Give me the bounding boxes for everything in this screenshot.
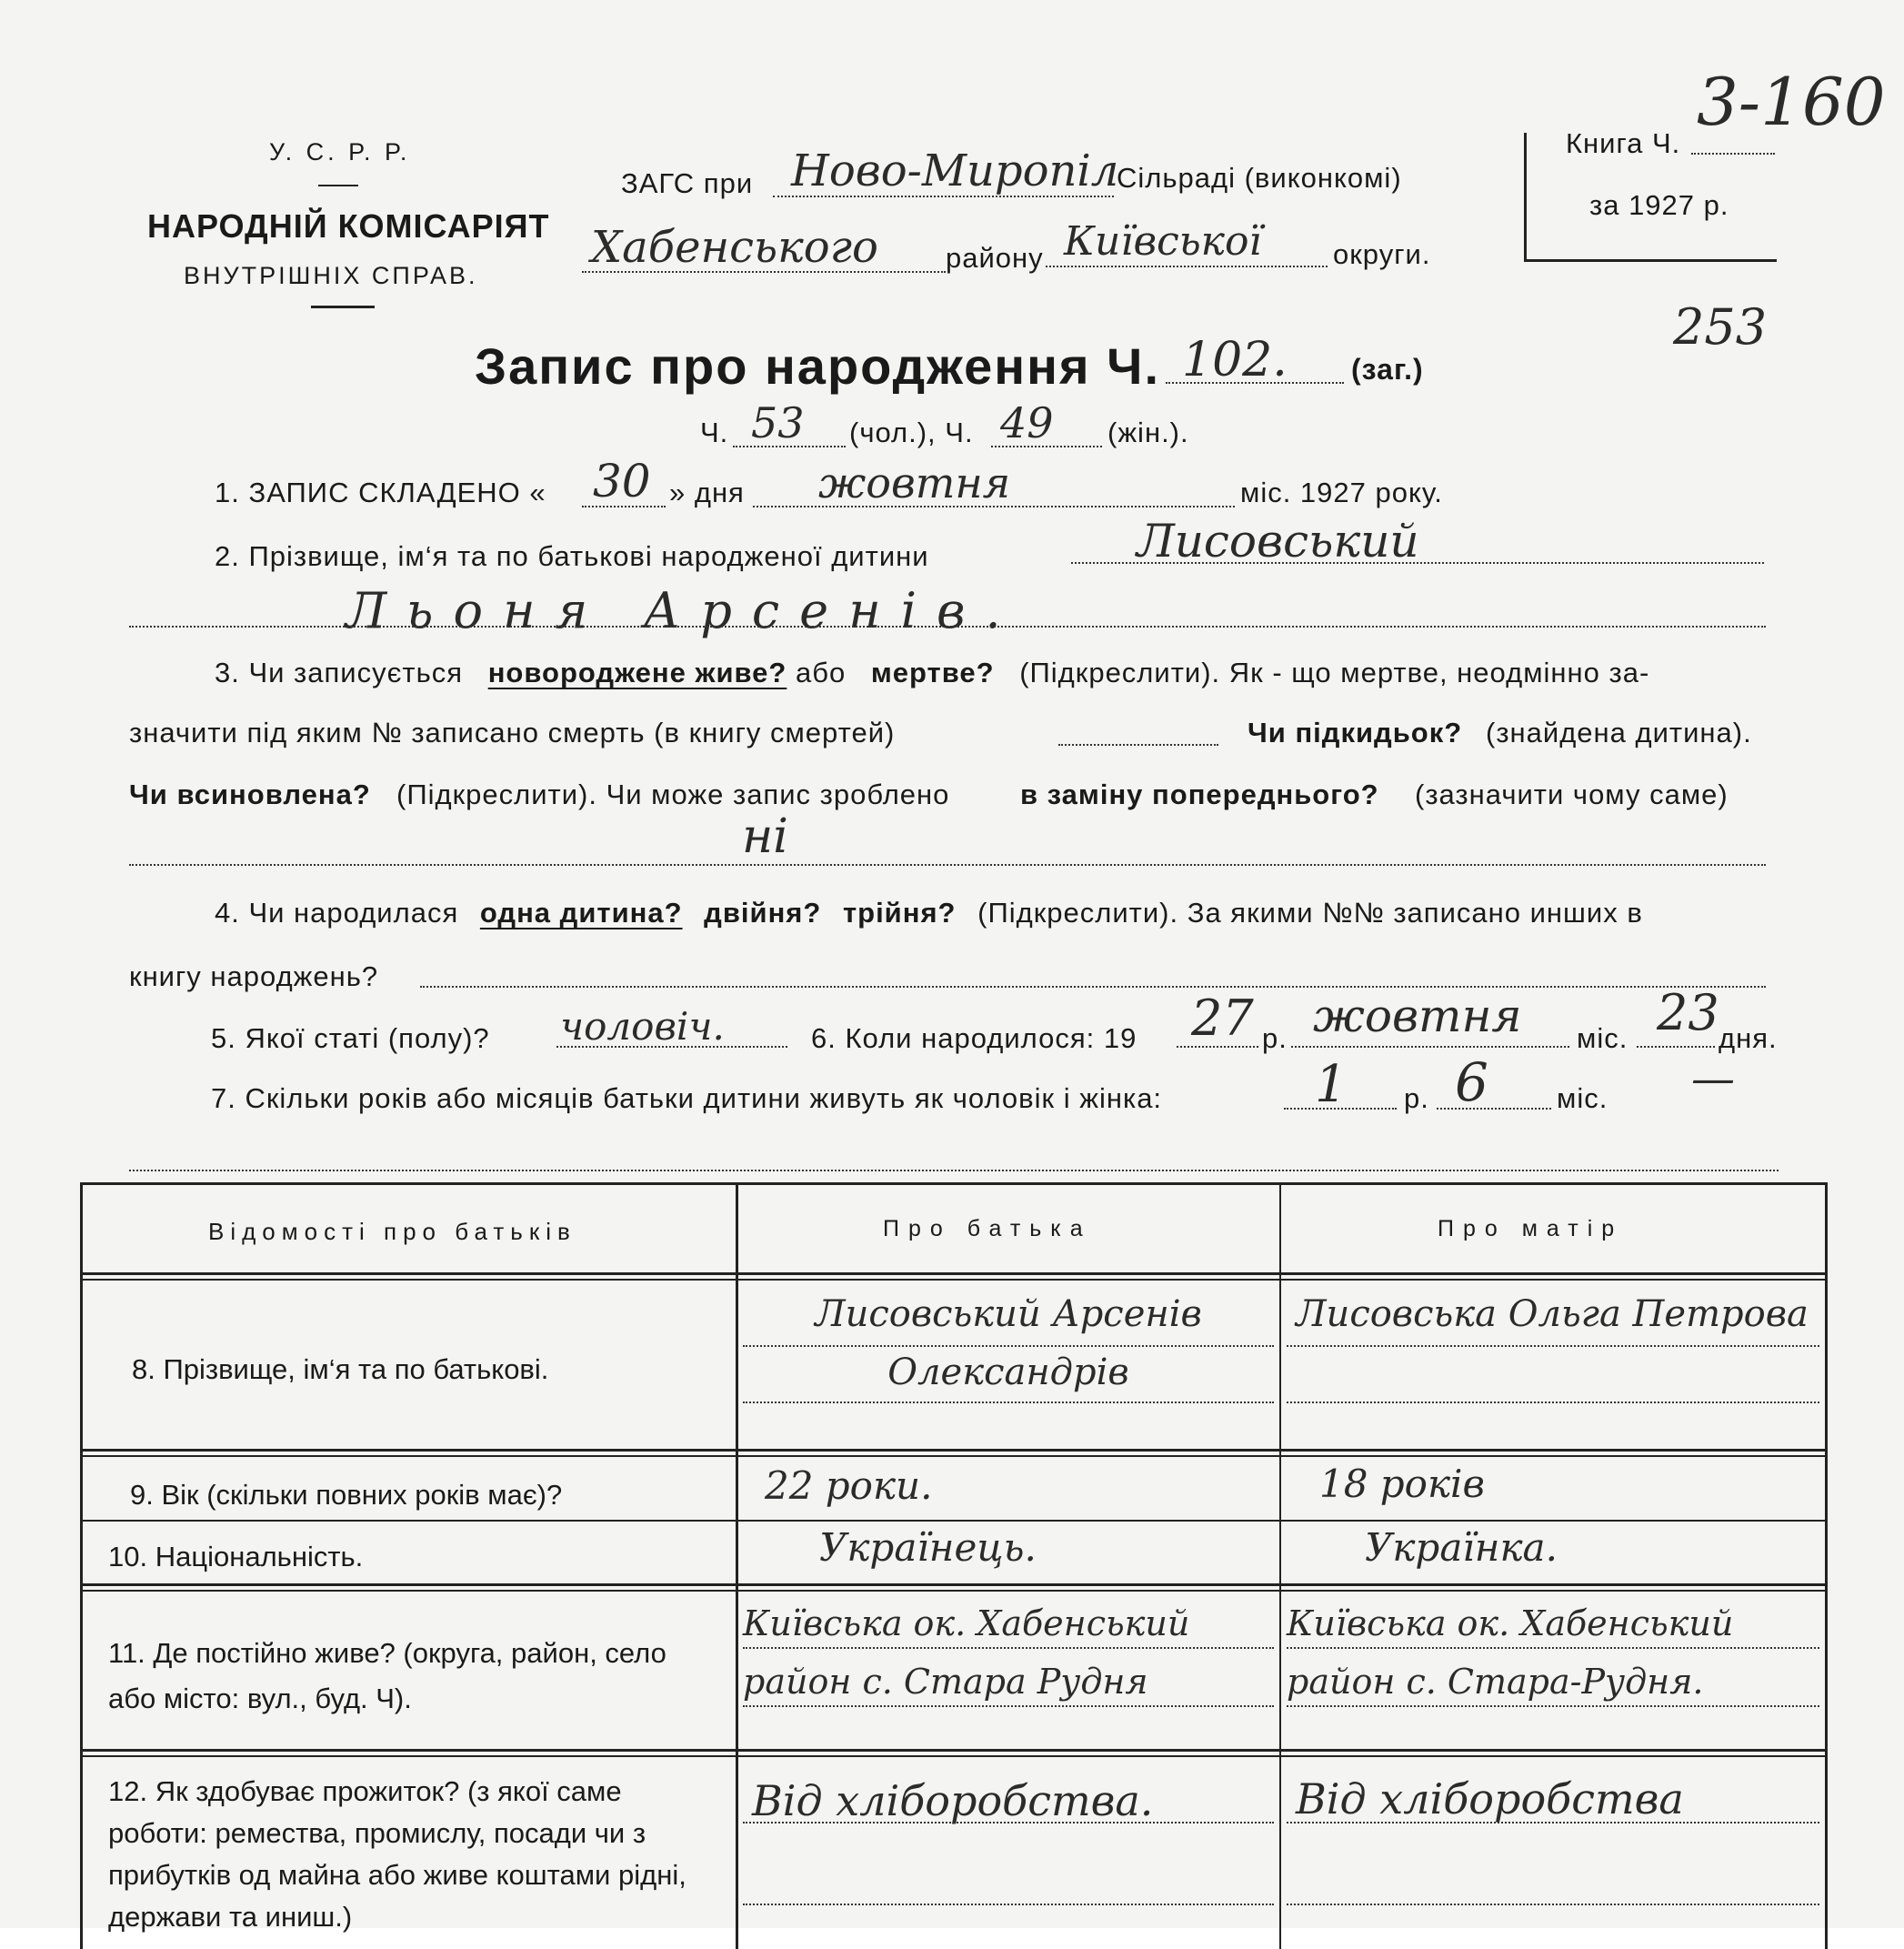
item7-years-dots [1284, 1108, 1397, 1110]
item6-month: жовтня [1313, 990, 1522, 1042]
item2-label: 2. Прізвище, ім‘я та по батькові народженої дитини [215, 540, 929, 572]
item6-year-dots [1177, 1046, 1258, 1048]
department-label: ВНУТРІШНІХ СПРАВ. [184, 262, 478, 289]
row11-father: Київська ок. Хабенський район с. Стара Рудня [743, 1603, 1190, 1702]
row-divider [83, 1583, 1825, 1586]
item4-line2: книгу народжень? [129, 960, 379, 992]
zags-village-handwritten: Ново-Миропіл [791, 146, 1119, 196]
item5-dots [556, 1046, 787, 1048]
row8-label: 8. Прізвище, ім‘я та по батькові. [132, 1353, 549, 1385]
female-label: (жін.). [1107, 417, 1189, 448]
row-divider [83, 1749, 1825, 1752]
item4-twins: двійня? [704, 897, 822, 929]
col-divider [736, 1185, 738, 1949]
parents-table [80, 1182, 1828, 1949]
book-number-handwritten: 3-160 [1697, 64, 1886, 140]
item7-months: 6 [1455, 1051, 1488, 1113]
row12-father: Від хліборобства. [752, 1776, 1154, 1825]
record-number-dots [1166, 382, 1344, 384]
book-year: за 1927 р. [1589, 189, 1729, 221]
book-box-bottom [1524, 259, 1777, 262]
row12-mother: Від хліборобства [1296, 1774, 1684, 1823]
item1-mid: » дня [669, 477, 745, 508]
record-number-handwritten: 102. [1182, 333, 1288, 387]
row-divider [83, 1449, 1825, 1452]
row9-mother: 18 років [1319, 1462, 1485, 1506]
okruha-label: округи. [1333, 238, 1431, 270]
item7-months-dots [1437, 1108, 1551, 1110]
item1-month-dots [753, 506, 1235, 507]
item3-line2-text: значити під яким № записано смерть (в книгу смертей) [129, 717, 896, 748]
zags-prefix: ЗАГС при [621, 167, 754, 199]
item4-prefix: 4. Чи народилася [215, 897, 459, 929]
republic-label: У. С. Р. Р. [269, 138, 411, 166]
male-number-handwritten: 53 [751, 398, 805, 447]
row10-mother: Українка. [1365, 1525, 1558, 1570]
item6-r: р. [1262, 1022, 1288, 1054]
row8-mother-dots [1287, 1345, 1819, 1347]
row-divider [83, 1272, 1825, 1275]
divider [311, 306, 375, 308]
item4-triplets: трійня? [842, 897, 957, 929]
book-label: Книга Ч. [1566, 127, 1681, 159]
item3-death-dots [1058, 744, 1218, 746]
item4-one-underlined: одна дитина? [479, 897, 683, 929]
corner-number-handwritten: 253 [1673, 298, 1768, 356]
item2-surname: Лисовський [1137, 515, 1419, 568]
item3-replace: в заміну попереднього? [1020, 779, 1379, 810]
item3-foundling-note: (знайдена дитина). [1486, 717, 1752, 748]
item3-line1 [215, 657, 1649, 689]
council-label: Сільраді (виконкомі) [1117, 162, 1402, 194]
item4-line1 [215, 897, 1643, 929]
item3-text-c: (Підкреслити). Як - що мертве, неодмінно за- [1019, 657, 1650, 688]
table-header-father: Про батька [883, 1216, 1092, 1241]
item3-alive-underlined: новороджене живе? [487, 657, 787, 688]
item7-label: 7. Скільки років або місяців батьки дитини живуть як чоловік і жінка: [211, 1082, 1163, 1114]
item3-foundling: Чи підкидьок? [1248, 717, 1463, 748]
row-divider [83, 1520, 1825, 1522]
item3-replace-note: (зазначити чому саме) [1415, 779, 1729, 810]
item4-dots [420, 986, 1766, 988]
row11-label: 11. Де постійно живе? (округа, район, село або місто: вул., буд. Ч). [108, 1637, 666, 1714]
table-header-mother: Про матір [1438, 1216, 1624, 1241]
item4-rest: (Підкреслити). За якими №№ записано инших в [977, 897, 1643, 929]
row8-mother-dots [1287, 1401, 1819, 1403]
row10-father: Українець. [819, 1525, 1037, 1570]
item6-day: 23 [1657, 984, 1719, 1041]
row10-label: 10. Національність. [108, 1541, 364, 1572]
row12-father-dots [743, 1904, 1274, 1905]
item5-label: 5. Якої статі (полу)? [211, 1022, 490, 1054]
item1-month: жовтня [818, 458, 1011, 507]
row-divider [83, 1279, 1825, 1281]
item1-suffix: міс. 1927 року. [1240, 477, 1443, 508]
male-prefix: Ч. [700, 417, 729, 448]
item3-text-a: 3. Чи записується [215, 657, 464, 688]
item3-dead: мертве? [870, 657, 995, 688]
row-divider [83, 1755, 1825, 1757]
item7-mis: міс. [1557, 1082, 1608, 1114]
district-dots [582, 271, 946, 273]
item3-adopted: Чи всиновлена? [129, 779, 371, 810]
item2-name: Льоня Арсенів. [346, 582, 1021, 639]
book-dots [1691, 153, 1775, 155]
item2-name-dots [129, 626, 1766, 628]
item6-dnya: дня. [1719, 1022, 1778, 1054]
item2-surname-dots [1071, 562, 1764, 564]
male-dots [733, 446, 846, 447]
item3-answer-dots [129, 864, 1766, 866]
item7-end-dots [129, 1170, 1779, 1171]
row-divider [83, 1590, 1825, 1592]
row12-mother-dots [1287, 1904, 1819, 1905]
table-header-info: Відомості про батьків [208, 1218, 576, 1245]
row12-label: 12. Як здобуває прожиток? (з якої саме роботи: ремества, промислу, посади чи з прибутків од майна або живе коштами рідні, держави та иниш.) [108, 1775, 686, 1933]
row9-label: 9. Вік (скільки повних років має)? [130, 1479, 563, 1511]
row9-father: 22 роки. [765, 1463, 933, 1508]
item3-answer: ні [742, 809, 788, 864]
item6-day-dots [1637, 1046, 1715, 1048]
district-handwritten: Хабенського [591, 222, 878, 273]
item6-label: 6. Коли народилося: 19 [811, 1022, 1137, 1054]
item1-prefix: 1. ЗАПИС СКЛАДЕНО « [215, 477, 546, 508]
row8-father-dots [743, 1401, 1274, 1403]
female-number-handwritten: 49 [1000, 398, 1054, 447]
item5-value: чоловіч. [560, 1004, 725, 1049]
female-dots [991, 446, 1102, 447]
record-title: Запис про народження Ч. [475, 337, 1161, 395]
item1-day-dots [582, 506, 666, 507]
row8-mother: Лисовська Ольга Петрова [1296, 1293, 1809, 1335]
book-box-left [1524, 133, 1527, 262]
item6-year: 27 [1191, 990, 1254, 1047]
record-suffix: (заг.) [1351, 353, 1424, 386]
row11-mother: Київська ок. Хабенський район с. Стара-Рудня. [1287, 1603, 1734, 1702]
row-divider [83, 1455, 1825, 1457]
item1-day: 30 [593, 455, 651, 507]
item3-line3-text: (Підкреслити). Чи може запис зроблено [396, 779, 950, 810]
okruha-dots [1046, 266, 1328, 267]
item7-r: р. [1404, 1082, 1429, 1114]
item3-or: або [795, 657, 847, 688]
okruha-handwritten: Київської [1064, 218, 1262, 265]
item7-dash: — [1691, 1053, 1735, 1104]
item6-month-dots [1291, 1046, 1569, 1048]
col-divider [1279, 1185, 1281, 1949]
item6-mis: міс. [1577, 1022, 1628, 1054]
male-label: (чол.), Ч. [849, 417, 974, 448]
row8-father: Лисовський Арсенів Олександрів [815, 1293, 1202, 1393]
divider [318, 185, 358, 186]
zags-dots [773, 196, 1114, 197]
commissariat-label: НАРОДНІЙ КОМІСАРІЯТ [147, 207, 550, 245]
item7-years: 1 [1315, 1055, 1348, 1114]
district-label: району [946, 242, 1044, 274]
